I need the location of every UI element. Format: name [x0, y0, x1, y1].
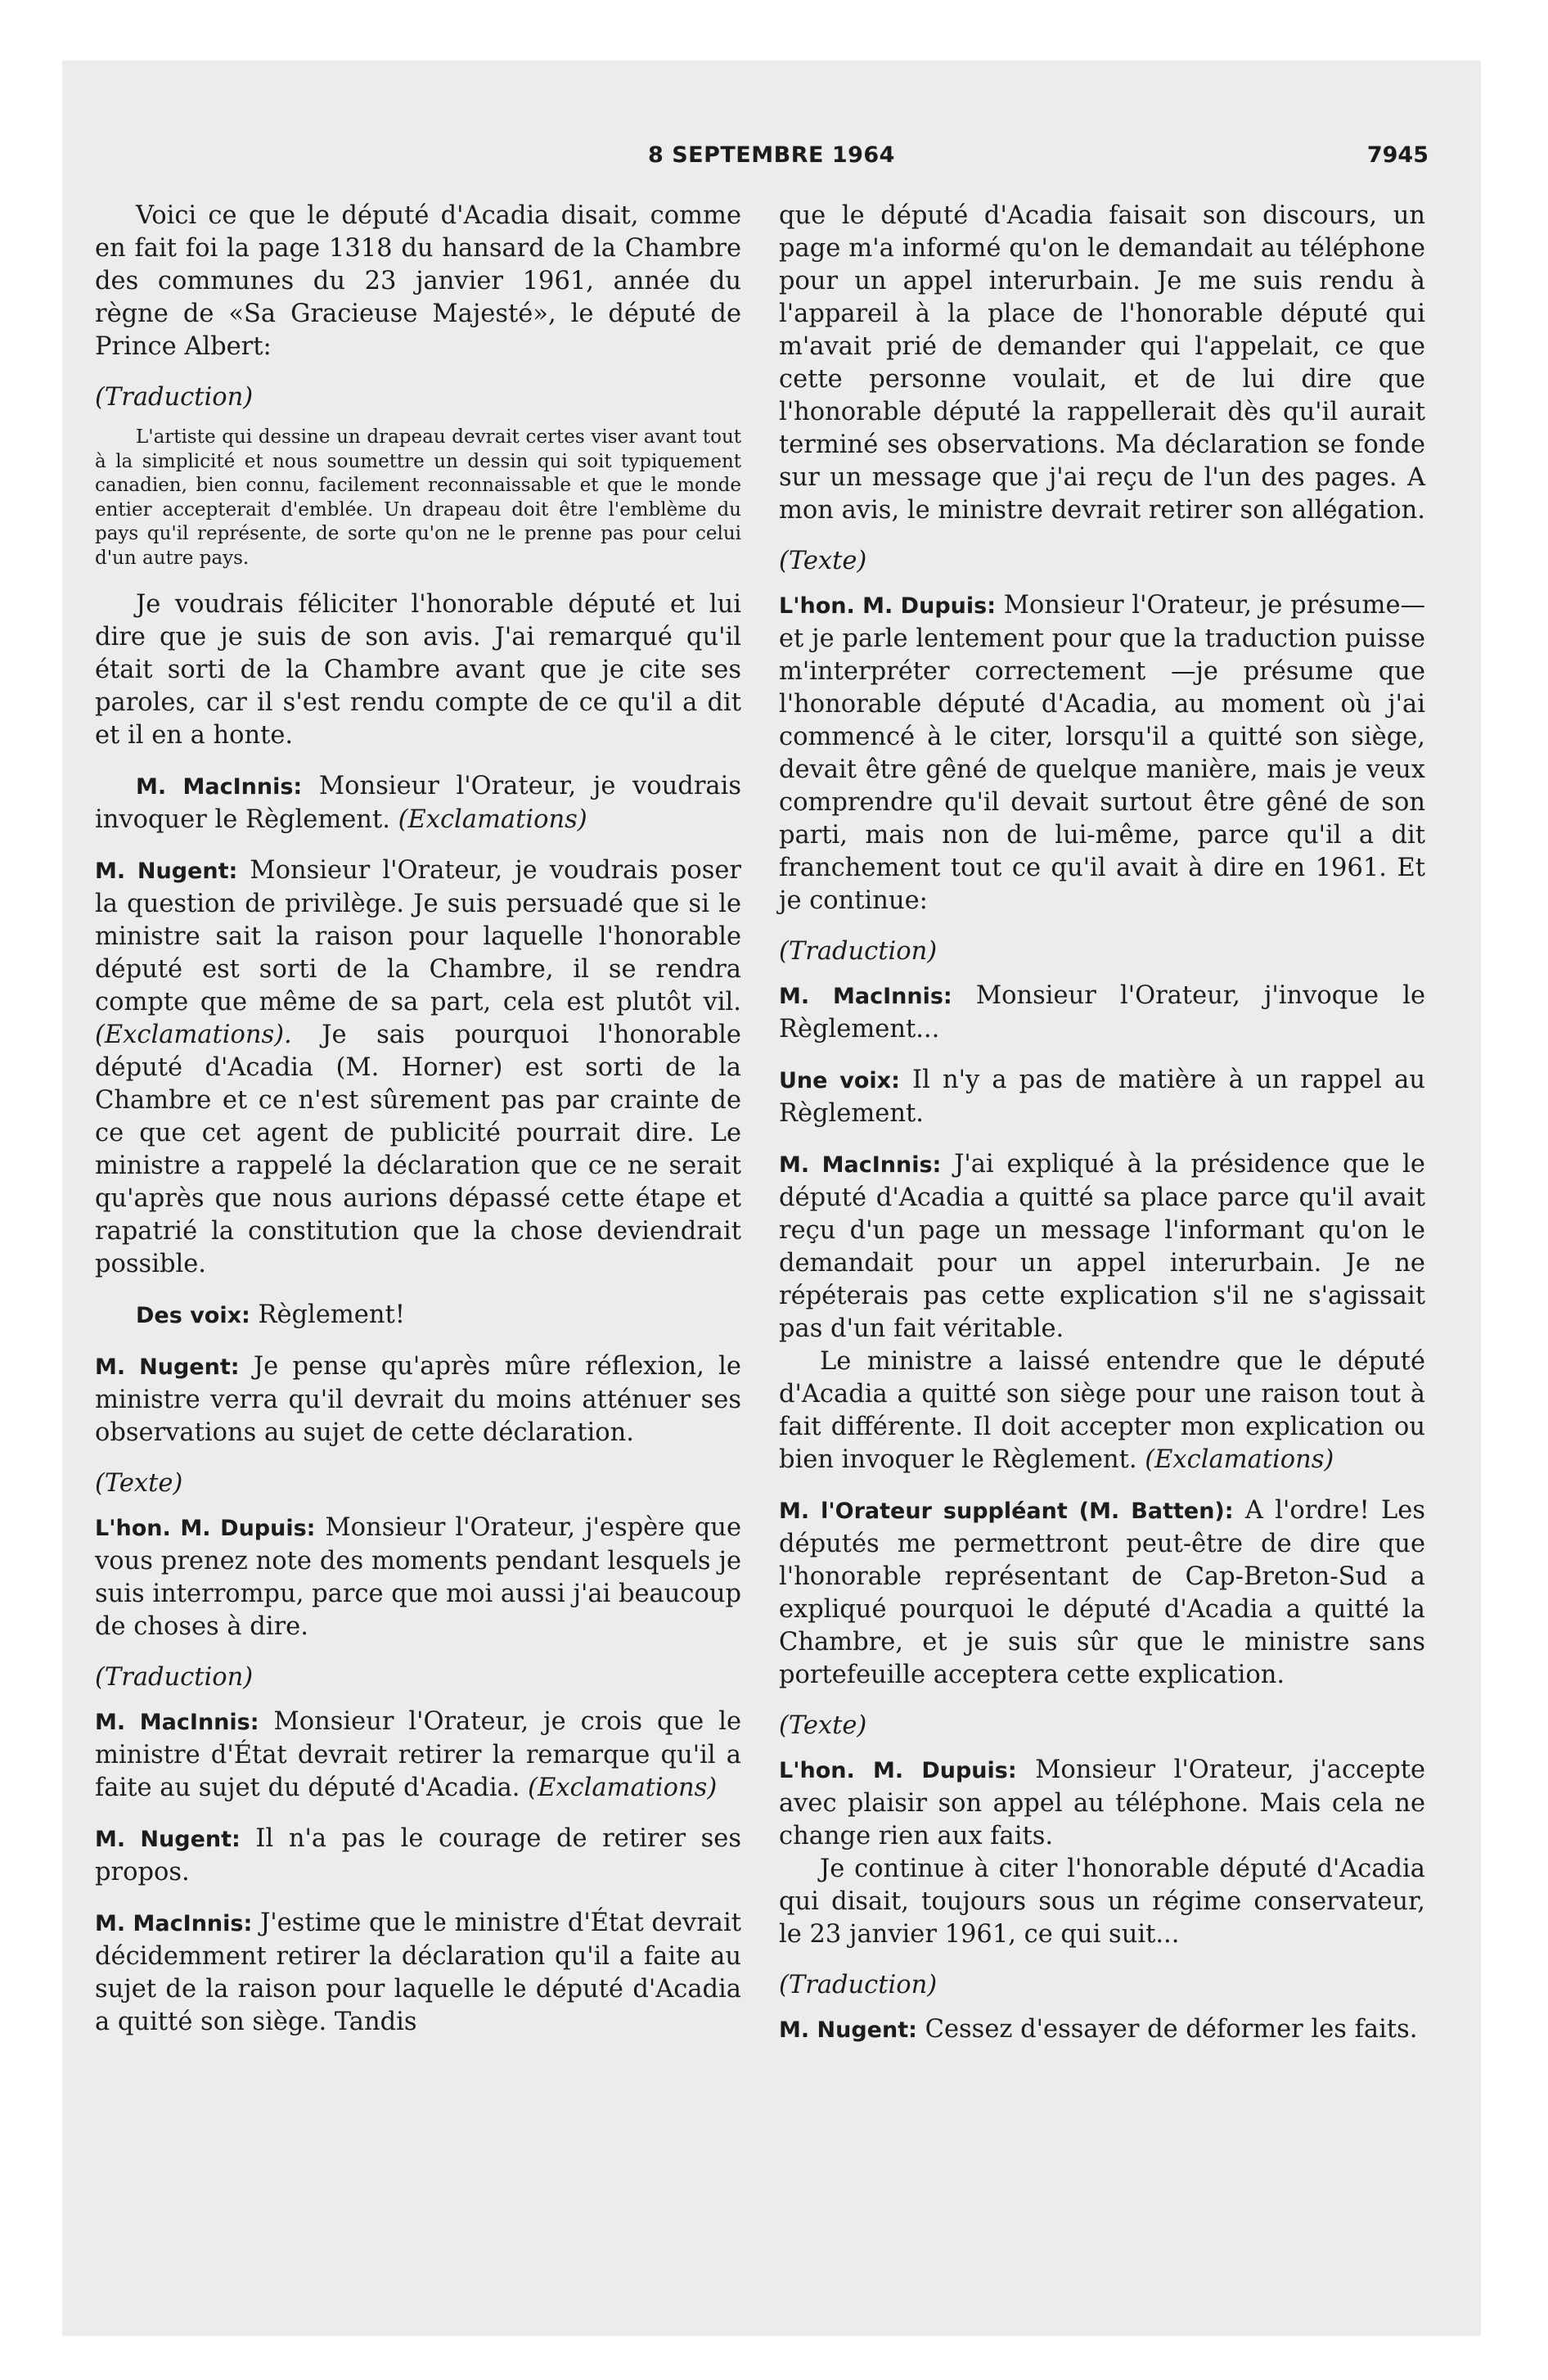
speech-text: J'ai expliqué à la présidence que le député d'Acadia a quitté sa place parce qu'il avait reçu d'un page un message l'informant qu'on le demandait pour un appel interurbain. Je ne répéterais pas cette explication s'il ne s'agissait pas d'un fait véritable. [779, 1150, 1425, 1343]
speaker-name: L'hon. M. Dupuis: [779, 593, 996, 619]
speech-text: Monsieur l'Orateur, je crois que le ministre d'État devrait retirer la remarque qu'il a faite au sujet du député d'Acadia. [95, 1707, 742, 1802]
speech [95, 1299, 741, 1332]
speaker-name: Une voix: [779, 1068, 900, 1093]
paragraph: que le député d'Acadia faisait son discours, un page m'a informé qu'on le demandait au téléphone pour un appel interurbain. Je me suis rendu à l'appareil à la place de l'honorable député qui m'avait prié de demander qui l'appelait, ce que cette personne voulait, et de lui dire que l'honorable député la rappellerait dès qu'il aurait terminé ses observations. Ma déclaration se fonde sur un message que j'ai reçu de l'un des pages. A mon avis, le ministre devrait retirer son allégation. [779, 201, 1425, 525]
speech [779, 1064, 1425, 1130]
interjection: (Exclamations) [1145, 1445, 1334, 1474]
speaker-name: M. MacInnis: [779, 984, 952, 1009]
speech [779, 1754, 1425, 1853]
speaker-name: Des voix: [136, 1303, 250, 1328]
speaker-name: M. Nugent: [95, 1355, 240, 1380]
speech-text: Il n'y a pas de matière à un rappel au Règlement. [779, 1066, 1425, 1128]
speaker-name: L'hon. M. Dupuis: [779, 1758, 1017, 1783]
speech-text: Monsieur l'Orateur, j'accepte avec plaisir son appel au téléphone. Mais cela ne change rien aux faits. [779, 1756, 1426, 1850]
speech-text: Monsieur l'Orateur, j'invoque le Règlement... [779, 981, 1425, 1044]
speaker-name: M. l'Orateur suppléant (M. Batten): [779, 1499, 1234, 1524]
speech [95, 1350, 741, 1449]
speech [779, 589, 1425, 917]
interjection: (Exclamations) [528, 1774, 718, 1802]
speech-text: Il n'a pas le courage de retirer ses propos. [95, 1824, 741, 1886]
speech [95, 770, 741, 836]
speech-text: Je sais pourquoi l'honorable député d'Acadia (M. Horner) est sorti de la Chambre et ce n'est sûrement pas par crainte de ce que cet agent de publicité pourrait dire. Le ministre a rappelé la déclaration que ce ne serait qu'après que nous aurions dépassé cette étape et rapatrié la constitution que la chose deviendrait possible. [95, 1021, 741, 1278]
interjection: (Exclamations) [398, 805, 587, 834]
speech-text: A l'ordre! Les députés me permettront peut-être de dire que l'honorable représentant de Cap-Breton-Sud a expliqué pourquoi le député d'Acadia a quitté la Chambre, et je suis sûr que le ministre sans portefeuille acceptera cette explication. [779, 1496, 1425, 1689]
language-marker: (Texte) [95, 1469, 183, 1498]
running-head [62, 142, 1481, 175]
speech [779, 1494, 1425, 1692]
speech [95, 854, 741, 1281]
speech-text: Monsieur l'Orateur, j'espère que vous prenez note des moments pendant lesquels je suis interrompu, parce que moi aussi j'ai beaucoup de choses à dire. [95, 1513, 741, 1641]
speech [95, 1706, 741, 1805]
language-marker: (Traduction) [779, 1971, 938, 1999]
speech [779, 980, 1425, 1046]
language-marker: (Traduction) [95, 383, 254, 412]
language-marker: (Texte) [779, 1711, 867, 1740]
paragraph: Je voudrais féliciter l'honorable député et lui dire que je suis de son avis. J'ai remarqué qu'il était sorti de la Chambre avant que je cite ses paroles, car il s'est rendu compte de ce qu'il a dit et il en a honte. [95, 590, 741, 750]
paragraph: Je continue à citer l'honorable député d'Acadia qui disait, toujours sous un régime conservateur, le 23 janvier 1961, ce qui suit... [779, 1855, 1425, 1949]
speaker-name: M. MacInnis: [95, 1911, 253, 1936]
hansard-page [62, 61, 1481, 2336]
paragraph: Voici ce que le député d'Acadia disait, comme en fait foi la page 1318 du hansard de la Chambre des communes du 23 janvier 1961, année du règne de «Sa Gracieuse Majesté», le député de Prince Albert: [95, 201, 741, 361]
speaker-name: M. MacInnis: [136, 774, 303, 800]
speech-text: Le ministre a laissé entendre que le député d'Acadia a quitté son siège pour une raison tout à fait différente. Il doit accepter mon explication ou bien invoquer le Règlement. [779, 1347, 1425, 1474]
speech-text: Règlement! [258, 1300, 405, 1329]
interjection: (Exclamations). [95, 1021, 292, 1049]
speech-text: Monsieur l'Orateur, je voudrais invoquer le Règlement. [95, 772, 741, 834]
speech [95, 1907, 741, 2039]
language-marker: (Traduction) [95, 1663, 254, 1692]
speech [779, 1148, 1425, 1346]
speech-text: Cessez d'essayer de déformer les faits. [925, 2015, 1418, 2044]
speaker-name: M. MacInnis: [779, 1152, 942, 1178]
right-column [779, 200, 1425, 2065]
language-marker: (Texte) [779, 547, 867, 575]
speaker-name: M. MacInnis: [95, 1710, 259, 1735]
left-column [95, 200, 741, 2057]
speaker-name: L'hon. M. Dupuis: [95, 1516, 316, 1541]
speech-text: J'estime que le ministre d'État devrait décidemment retirer la déclaration qu'il a faite au sujet de la raison pour laquelle le député d'Acadia a quitté son siège. Tandis [95, 1909, 741, 2036]
speaker-name: M. Nugent: [95, 1827, 241, 1852]
speech [95, 1823, 741, 1889]
speaker-name: M. Nugent: [779, 2017, 917, 2043]
speech-text: Monsieur l'Orateur, je voudrais poser la question de privilège. Je suis persuadé que si le ministre sait la raison pour laquelle l'honorable député est sorti de la Chambre, il se rendra compte que même de sa part, cela est plutôt vil. [95, 856, 741, 1016]
block-quote: L'artiste qui dessine un drapeau devrait certes viser avant tout à la simplicité et nous soumettre un dessin qui soit typiquement canadien, bien connu, facilement reconnaissable et que le monde entier accepterait d'emblée. Un drapeau doit être l'emblème du pays qu'il représente, de sorte qu'on ne le prenne pas pour celui d'un autre pays. [95, 426, 741, 569]
page-number: 7945 [1366, 142, 1429, 168]
language-marker: (Traduction) [779, 937, 938, 966]
paragraph [779, 1346, 1425, 1476]
speech [779, 2013, 1425, 2047]
speech-text: Monsieur l'Orateur, je présume—et je parle lentement pour que la traduction puisse m'interpréter correctement —je présume que l'honorable député d'Acadia, au moment où j'ai commencé à le citer, lorsqu'il a quitté son siège, devait être gêné de quelque manière, mais je veux comprendre qu'il devait surtout être gêné de son parti, mais non de lui-même, parce qu'il a dit franchement tout ce qu'il avait à dire en 1961. Et je continue: [779, 591, 1425, 915]
speech [95, 1512, 741, 1643]
page-date: 8 SEPTEMBRE 1964 [648, 142, 895, 168]
speaker-name: M. Nugent: [95, 859, 238, 884]
speech-text: Je pense qu'après mûre réflexion, le ministre verra qu'il devrait du moins atténuer ses observations au sujet de cette déclaration. [95, 1352, 741, 1447]
